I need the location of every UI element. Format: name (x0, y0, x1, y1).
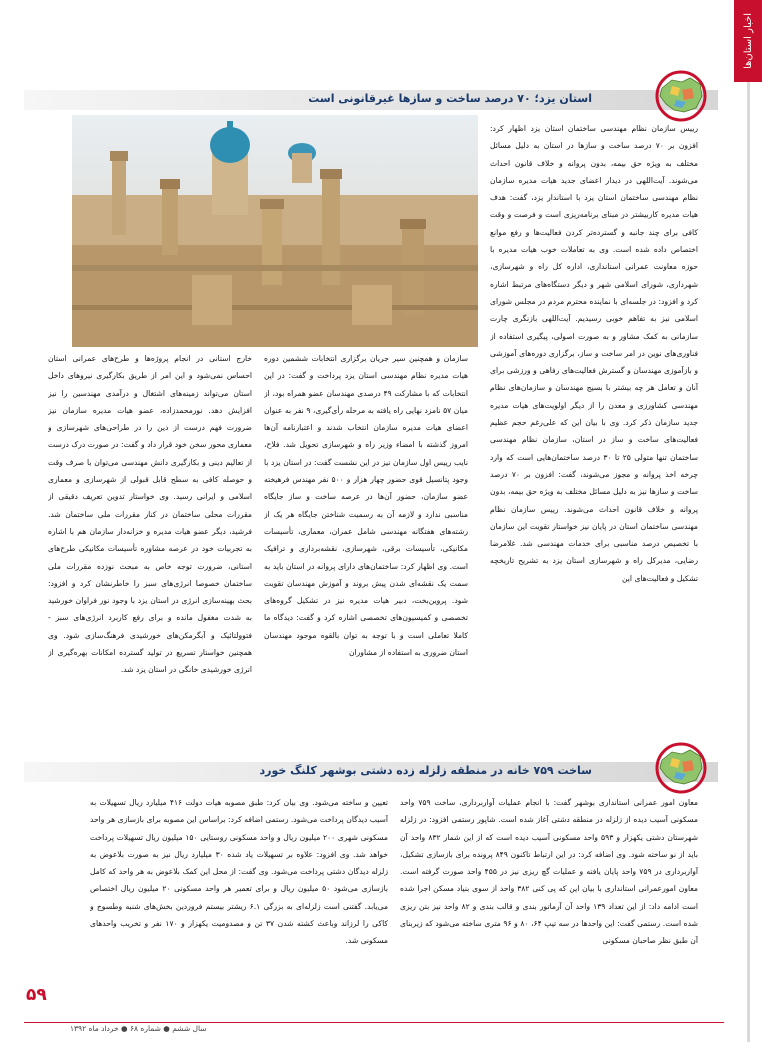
iran-map-logo (648, 68, 714, 122)
article2-column-left: تعیین و ساخته می‌شود. وی بیان کرد: طبق مصوبه هیات دولت ۴۱۶ میلیارد ریال تسهیلات به آسیب دیدگان پرداخت می‌شود. رستمی اضافه کرد: براساس این مصوبه برای بازسازی هر واحد مسکونی شهری ۲۰۰ میلیون ریال و واحد مسکونی روستایی ۱۵۰ میلیون ریال تسهیلات پرداخت خواهد شد. وی افزود: علاوه بر تسهیلات یاد شده ۳۰ میلیارد ریال نیز به صورت بلاعوض به زلزله دیدگان دشتی پرداخت می‌شود. وی گفت: از محل این کمک بلاعوض به هر واحد که کامل بازسازی می‌شود ۵۰ میلیون ریال و برای تعمیر هر واحد مسکونی ۲۰ میلیون ریال اختصاص می‌یابد. گفتنی است زلزله‌ای به بزرگی ۶.۱ ریشتر بیستم فروردین بخش‌های شنبه وطسوج و کاکی را لرزاند وباعث کشته شدن ۳۷ تن و مصدومیت یکهزار و ۱۷۰ نفر و تخریب واحدهای مسکونی شد. (90, 798, 388, 946)
article2-title: ساخت ۷۵۹ خانه در منطقه زلزله زده دشتی بوشهر کلنگ خورد (259, 764, 592, 777)
article1-title-bar (24, 90, 718, 110)
article1-column-middle: سازمان و همچنین سیر جریان برگزاری انتخابات ششمین دوره هیات مدیره نظام مهندسی استان یزد پرداخت و گفت: در این انتخابات که با مشارکت ۴۹ درصدی مهندسان عضو همراه بود، از میان ۵۷ نامزد نهایی راه یافته به مرحله رأی‌گیری، ۹ نفر به عنوان اعضای هیات مدیره سازمان انتخاب شدند و اعتبارنامه آن‌ها امروز گذشته با امضاء وزیر راه و شهرسازی تحویل شد. فلاح، نایب رییس اول سازمان نیز در این نشست گفت: در استان یزد با وجود پتانسیل قوی حضور چهار هزار و ۵۰۰ نفر مهندس فرهیخته عضو سازمان، حضور آن‌ها در عرصه ساخت و ساز جایگاه مناسبی ندارد و لازمه آن به رسمیت شناختن جایگاه هر یک از رشته‌های هفتگانه مهندسی شامل عمران، معماری، تأسیسات مکانیکی، تأسیسات برقی، شهرسازی، نقشه‌برداری و ترافیک است. وی اظهار کرد: ساختمان‌های دارای پروانه در استان باید به سمت یک نقشه‌ای شدن پیش بروند و آموزش مهندسان تقویت شود. پروین‌بخت، دبیر هیات مدیره نیز در تشکیل گروه‌های تخصصی و کمیسیون‌های تخصصی اشاره کرد و گفت: دیدگاه ما کاملا تعاملی است و با توجه به توان بالقوه موجود مهندسان استان ضروری به استفاده از مشاوران (264, 354, 468, 658)
issue-info: سال ششم ● شماره ۶۸ ● خرداد ماه ۱۳۹۲ (70, 1024, 207, 1033)
article2-title-bar (24, 762, 718, 782)
article1-column-right: رییس سازمان نظام مهندسی ساختمان استان یزد اظهار کرد: افزون بر ۷۰ درصد ساخت و سازها در استان به دلیل مسائل مختلف به ویژه حق بیمه، بدون پروانه و خلاف قانون احداث می‌شوند. آیت‌اللهی در دیدار اعضای جدید هیات مدیره سازمان نظام مهندسی ساختمان استان یزد با استاندار یزد، گفت: هدف هیات مدیره کاربیشتر در مبنای برنامه‌ریزی است و فرصت و وقت کافی برای چند جانبه و گسترده‌تر کردن فعالیت‌ها و رفع موانع اختصاص داده شده است. وی به تعاملات خوب هیات مدیره با حوزه معاونت عمرانی استانداری، اداره کل راه و شهرسازی، شهرداری، شورای اسلامی شهر و دیگر دستگاه‌های مرتبط اشاره کرد و افزود: در جلسه‌ای با نماینده محترم مردم در مجلس شورای اسلامی نیز به تفاهم خوبی رسیدیم. آیت‌اللهی بازنگری چارت سازمانی به کمک مشاور و به صورت اصولی، پیگیری استفاده از فناوری‌های نوین در امر ساخت و ساز، برگزاری دوره‌های آموزشی و بازآموزی مهندسان و گسترش فعالیت‌های رفاهی و ورزشی برای آنان و تعامل هر چه بیشتر با بسیج مهندسان و سازمان‌های نظام مهندسی کشاورزی و معدن را از دیگر اولویت‌های هیات مدیره جدید سازمان ذکر کرد. وی با بیان این که علی‌رغم حجم عظیم فعالیت‌های ساخت و ساز در استان، سازمان نظام مهندسی ساختمان تنها متولی ۲۵ تا ۳۰ درصد ساختمان‌هایی است که وارد چرخه اخذ پروانه و مجوز می‌شوند، گفت: افزون بر ۷۰ درصد ساخت و سازها نیز به دلیل مسائل مختلف به ویژه حق بیمه، بدون پروانه و خلاف قانون احداث می‌شوند. رییس سازمان نظام مهندسی ساختمان استان در پایان نیز خواستار تقویت این سازمان با تخصیص درصد مناسبی برای خدمات مهندسی شد. غلامرضا رضایی، مدیرکل راه و شهرسازی استان یزد به تشریح تاریخچه تشکیل و فعالیت‌های این (490, 124, 698, 583)
section-tab-label: اخبار استان‌ها (742, 13, 754, 69)
section-tab (734, 0, 762, 82)
article1-column-left: خارج استانی در انجام پروژه‌ها و طرح‌های عمرانی استان احساس نمی‌شود و این امر از طریق بکارگیری نیروهای داخل استان می‌تواند زمینه‌های اشتغال و درآمدی مهندسین را نیز افزایش دهد. نورمحمدزاده، عضو هیات مدیره سازمان نیز ضرورت فهم درست از دین را در طراحی‌های شهرسازی و معماری محور سخن خود قرار داد و گفت: در صورت درک درست از تعالیم دینی و بکارگیری دانش مهندسی می‌توان با صرف وقت و حوصله کافی به سطح قابل قبولی از شهرسازی و معماری اسلامی و ایرانی رسید. وی خواستار تدوین تعریف دقیقی از مقررات محلی ساختمان در کنار مقررات ملی ساختمان شد. فرشید، دیگر عضو هیات مدیره و خزانه‌دار سازمان هم با اشاره به تجربیات خود در عرصه مشاوره تأسیسات مکانیکی طرح‌های استانی، ضرورت توجه خاص به مبحث نوزده مقررات ملی ساختمان خصوصا انرژی‌های سبز را خاطرنشان کرد و افزود: بحث بهینه‌سازی انرژی در استان یزد با وجود نور فراوان خورشید به شدت مغفول مانده و برای رفع کاربرد انرژی‌های سبز - فتوولتائیک و آبگرمکن‌های خورشیدی فرهنگ‌سازی شود. وی همچنین خواستار تسریع در تولید گسترده امکانات بهره‌گیری از انرژی خورشیدی خانگی در استان یزد شد. (48, 354, 252, 675)
article1-title: استان یزد؛ ۷۰ درصد ساخت و سازها غیرقانونی است (308, 92, 592, 105)
yazd-cityscape-photo (72, 115, 478, 347)
side-rule (747, 82, 750, 1042)
iran-map-logo-2 (648, 740, 714, 794)
article2-column-right: معاون امور عمرانی استانداری بوشهر گفت: با انجام عملیات آواربرداری، ساخت ۷۵۹ واحد مسکونی آسیب دیده از زلزله در منطقه دشتی آغاز شده است. شاپور رستمی افزود: در زلزله شهرستان دشتی یکهزار و ۵۹۳ واحد مسکونی آسیب دیده است که از این شمار ۸۳۲ واحد آن باید از نو ساخته شود. وی اضافه کرد: در این ارتباط تاکنون ۸۴۹ پرونده برای بازسازی تشکیل، آواربرداری در ۷۵۹ واحد پایان یافته و عملیات گچ ریزی نیز در ۴۵۵ واحد صورت گرفته است. معاون امورعمرانی استانداری با بیان این که پی کنی ۳۸۲ واحد از سوی بنیاد مسکن اجرا شده است ادامه داد: از این تعداد ۱۳۹ واحد آن آرماتور بندی و قالب بندی و ۸۲ واحد نیز بتن ریزی شده است. رستمی گفت: این واحدها در سه تیپ ۶۴، ۸۰ و ۹۶ متری ساخته می‌شود که زیربنای آن طبق نظر صاحبان مسکونی (400, 798, 698, 946)
page-number: ۵۹ (26, 985, 47, 1005)
footer-rule (24, 1022, 724, 1023)
